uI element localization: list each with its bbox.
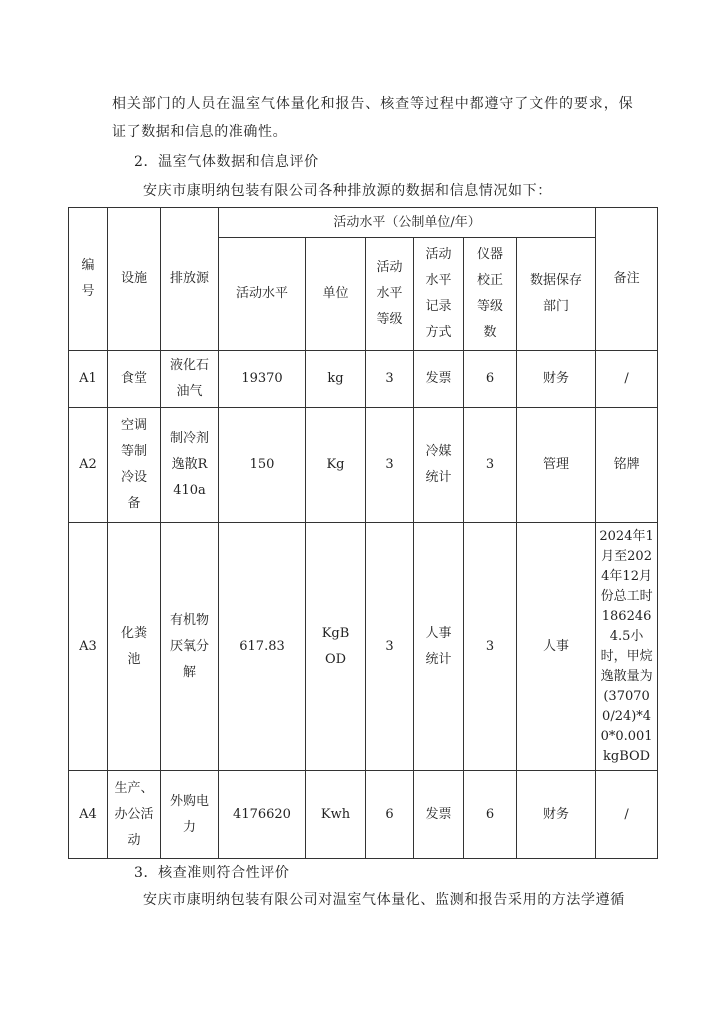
cell-source: 外购电力 — [161, 771, 219, 859]
cell-grade: 3 — [366, 523, 414, 771]
cell-unit: kg — [306, 351, 366, 408]
paragraph-methodology: 安庆市康明纳包装有限公司对温室气体量化、监测和报告采用的方法学遵循 — [143, 892, 625, 908]
cell-id: A2 — [69, 408, 108, 523]
cell-activity: 150 — [219, 408, 306, 523]
cell-note: 2024年1月至2024年12月份总工时1862464.5小时，甲烷逸散量为(370700/24)*40*0.001kgBOD — [596, 523, 658, 771]
cell-dept: 人事 — [517, 523, 596, 771]
cell-unit: Kg — [306, 408, 366, 523]
cell-id: A3 — [69, 523, 108, 771]
cell-record: 人事统计 — [414, 523, 464, 771]
cell-facility: 生产、办公活动 — [108, 771, 161, 859]
header-record-method: 活动水平记录方式 — [414, 238, 464, 351]
header-activity: 活动水平 — [219, 238, 306, 351]
cell-dept: 财务 — [517, 351, 596, 408]
emission-sources-table — [68, 207, 658, 859]
cell-facility: 食堂 — [108, 351, 161, 408]
table-row — [69, 523, 658, 771]
header-unit: 单位 — [306, 238, 366, 351]
section-heading-3: 3．核查准则符合性评价 — [134, 865, 290, 881]
header-note: 备注 — [596, 208, 658, 351]
cell-unit: KgBOD — [306, 523, 366, 771]
cell-unit: Kwh — [306, 771, 366, 859]
cell-note: / — [596, 351, 658, 408]
section-heading-2: 2．温室气体数据和信息评价 — [134, 154, 319, 170]
header-dept: 数据保存部门 — [517, 238, 596, 351]
cell-activity: 4176620 — [219, 771, 306, 859]
cell-record: 发票 — [414, 771, 464, 859]
header-calib-grade: 仪器校正等级数 — [464, 238, 517, 351]
cell-dept: 财务 — [517, 771, 596, 859]
paragraph-data-intro: 安庆市康明纳包装有限公司各种排放源的数据和信息情况如下： — [143, 183, 552, 199]
cell-dept: 管理 — [517, 408, 596, 523]
cell-calib: 6 — [464, 351, 517, 408]
cell-note: / — [596, 771, 658, 859]
cell-grade: 3 — [366, 408, 414, 523]
header-activity-group: 活动水平（公制单位/年） — [219, 208, 596, 238]
cell-calib: 3 — [464, 523, 517, 771]
table-row — [69, 408, 658, 523]
cell-activity: 19370 — [219, 351, 306, 408]
cell-calib: 3 — [464, 408, 517, 523]
cell-facility: 空调等制冷设备 — [108, 408, 161, 523]
cell-record: 冷媒统计 — [414, 408, 464, 523]
cell-id: A4 — [69, 771, 108, 859]
cell-note: 铭牌 — [596, 408, 658, 523]
paragraph-compliance: 相关部门的人员在温室气体量化和报告、核查等过程中都遵守了文件的要求，保 — [112, 96, 634, 112]
cell-source: 制冷剂逸散R410a — [161, 408, 219, 523]
header-activity-grade: 活动水平等级 — [366, 238, 414, 351]
header-source: 排放源 — [161, 208, 219, 351]
header-id: 编号 — [69, 208, 108, 351]
cell-record: 发票 — [414, 351, 464, 408]
cell-facility: 化粪池 — [108, 523, 161, 771]
cell-calib: 6 — [464, 771, 517, 859]
cell-source: 液化石油气 — [161, 351, 219, 408]
table-row — [69, 351, 658, 408]
cell-id: A1 — [69, 351, 108, 408]
cell-grade: 6 — [366, 771, 414, 859]
cell-activity: 617.83 — [219, 523, 306, 771]
header-facility: 设施 — [108, 208, 161, 351]
table-row — [69, 771, 658, 859]
cell-source: 有机物厌氧分解 — [161, 523, 219, 771]
paragraph-compliance-cont: 证了数据和信息的准确性。 — [112, 124, 288, 140]
cell-grade: 3 — [366, 351, 414, 408]
